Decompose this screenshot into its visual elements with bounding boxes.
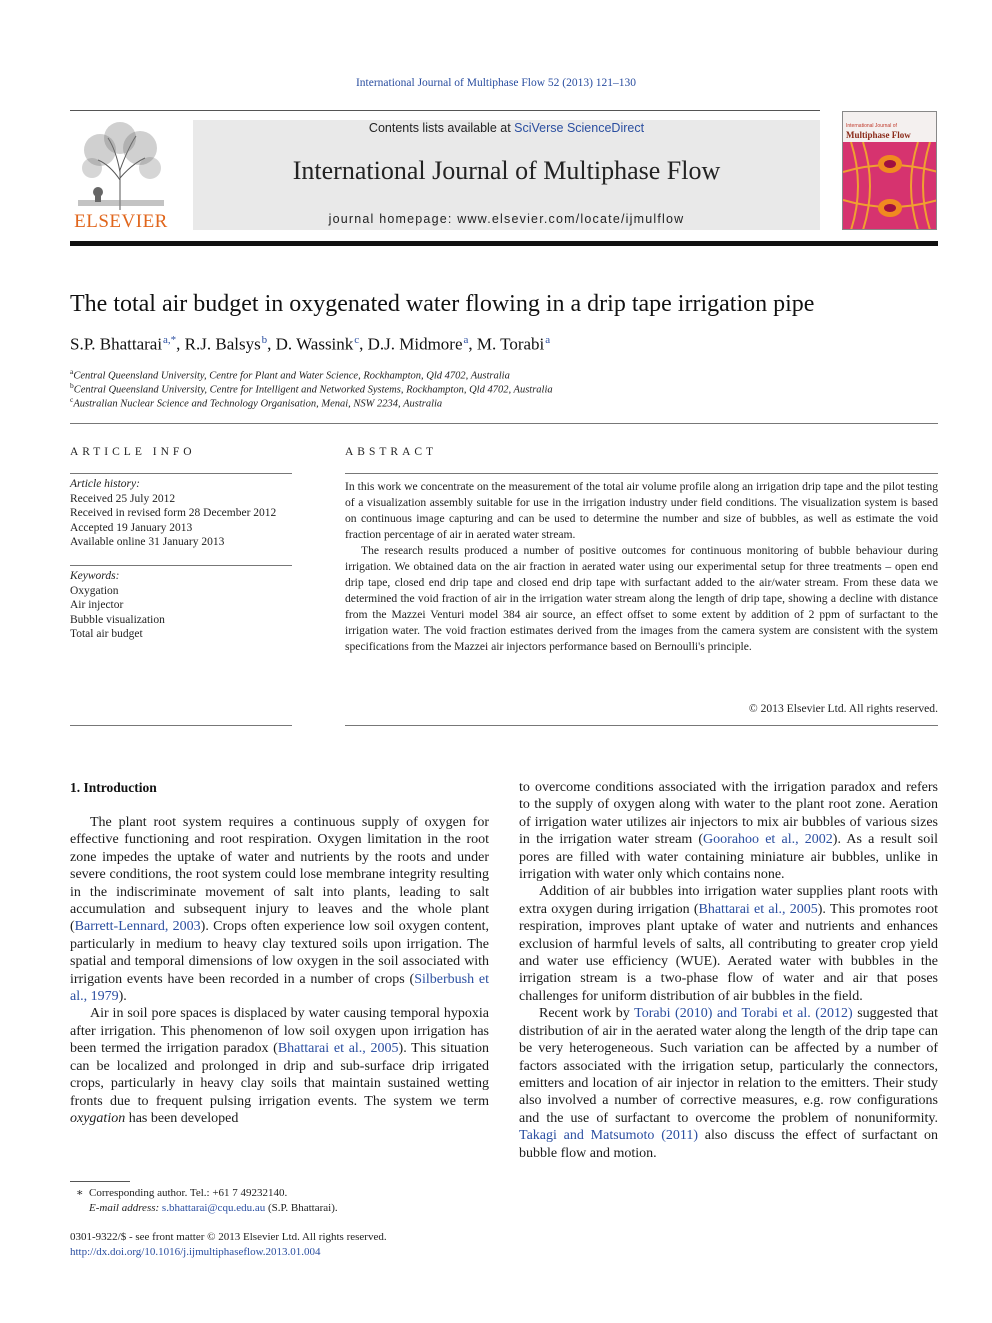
info-rule [70,565,292,566]
author-name[interactable]: M. Torabi [476,334,545,354]
footnote-rule [70,1181,130,1182]
section-divider [70,423,938,424]
header-rule [70,110,820,111]
citation-link[interactable]: Torabi (2010) and Torabi et al. (2012) [634,1006,853,1022]
sciencedirect-link[interactable]: SciVerse ScienceDirect [514,121,645,135]
keywords-label: Keywords: [70,570,120,582]
citation-link[interactable]: Barrett-Lennard, 2003 [74,919,201,935]
journal-citation[interactable]: International Journal of Multiphase Flow 52 (2013) 121–130 [355,77,637,89]
author-list: S.P. Bhattarai $^{a,*}$, R.J. Balsys $^b$, D. Wassink $^c$, D.J. Midmore $^a$, M. Torabi $^a$ [70,334,551,354]
citation-link[interactable]: Bhattarai et al., 2005 [277,1041,399,1057]
author-affil-mark[interactable]: a [463,334,469,346]
affiliation: $^a$Central Queensland University, Centre for Plant and Water Science, Rockhampton, Qld 4702, Australia [70,367,510,382]
info-rule [70,473,292,474]
author-affil-mark[interactable]: a [545,334,551,346]
cover-subtitle: International Journal of [846,123,897,129]
body-paragraph: Addition of air bubbles into irrigation water supplies plant roots with extra oxygen during irrigation (Bhattarai et al., 2005). This promotes root respiration, improves plant uptake of water and nutrients and enhances exclusion of harmful levels of salts, all contributing to greater crop yield and water use efficiency (WUE). Aerated water with bubbles in the irrigation stream is a two-phase flow of water and air that poses challenges for uniform distribution of air bubbles in the field. [519,884,938,1004]
journal-name: International Journal of Multiphase Flow [292,156,721,185]
affiliation: $^b$Central Queensland University, Centre for Intelligent and Networked Systems, Rockhampton, Qld 4702, Australia [70,381,553,396]
citation-link[interactable]: Bhattarai et al., 2005 [698,901,818,917]
author-affil-mark[interactable]: b [261,334,268,346]
citation-link[interactable]: Takagi and Matsumoto (2011) [519,1128,699,1144]
intro-column-right [519,779,938,1162]
front-matter-note: 0301-9322/$ - see front matter © 2013 Elsevier Ltd. All rights reserved. http://dx.doi.org/10.1016/j.ijmultiphaseflow.2013.01.004 [70,1231,387,1258]
author-name[interactable]: R.J. Balsys [184,334,261,354]
journal-homepage [193,212,820,226]
body-paragraph: to overcome conditions associated with the irrigation paradox and refers to the supply of oxygen along with water to the plant root zone. Aeration of irrigation water utilizes air injectors to mix air bubbles of various sizes in the irrigation water stream (Goorahoo et al., 2002). As a result soil pores are filled with water containing miniature air bubbles, unlike in irrigation with water only which contains none. [519,780,938,883]
abstract-body [345,479,938,655]
author-name[interactable]: D. Wassink [275,334,354,354]
keyword: Total air budget [70,628,143,641]
article-history: Article history: Received 25 July 2012 Received in revised form 28 December 2012 Accepted 19 January 2013 Available online 31 January 2013 [70,478,277,549]
article-info-heading: ARTICLE INFO [70,446,196,458]
author-name[interactable]: S.P. Bhattarai [70,334,163,354]
contents-prefix: Contents lists available at [368,121,515,135]
author-affil-mark[interactable]: c [354,334,360,346]
cover-title: Multiphase Flow [846,130,911,140]
article-title: The total air budget in oxygenated water flowing in a drip tape irrigation pipe [70,291,815,317]
keyword: Oxygation [70,584,119,597]
email-link[interactable]: s.bhattarai@cqu.edu.au [161,1201,266,1214]
intro-column-left [70,814,489,1127]
section-heading-introduction: 1. Introduction [70,780,157,795]
corresponding-author-note: ∗ Corresponding author. Tel.: +61 7 49232140. E-mail address: s.bhattarai@cqu.edu.au (S.P. Bhattarai). [76,1187,338,1214]
info-rule [70,725,292,726]
keywords-list [70,569,295,642]
author-affil-mark[interactable]: a,* [163,334,177,346]
abstract-rule [345,725,938,726]
contents-line [193,121,820,135]
header-thick-rule [70,241,938,246]
elsevier-wordmark: ELSEVIER [74,211,168,232]
body-paragraph: Recent work by Torabi (2010) and Torabi et al. (2012) suggested that distribution of air in the aerated water along the length of the drip tape can be very heterogeneous. Such variation can be affected by a number of factors associated with the irrigation setup, particularly the connectors, emitters and location of air injector in relation to the emitters. Their study also involved a number of corrective measures, e.g. row configurations and the use of surfactant to overcome the problem of nonuniformity. Takagi and Matsumoto (2011) also discuss the effect of surfactant on bubble flow and motion. [519,1006,938,1161]
history-label: Article history: [70,478,140,490]
author-name[interactable]: D.J. Midmore [367,334,463,354]
body-paragraph: Air in soil pore spaces is displaced by water causing temporal hypoxia after irrigation. This phenomenon of low soil oxygen upon irrigation has been termed the irrigation paradox (Bhattarai et al., 2005). This situation can be localized and prolonged in drip and sub-surface drip irrigated crops, particularly in heavy clay soils that maintain sustained wetting fronts due to frequent pulsing irrigation events. The system we term oxygation has been developed [70,1006,489,1126]
body-paragraph: The plant root system requires a continuous supply of oxygen for effective functioning and root respiration. Oxygen limitation in the root zone impedes the uptake of water and nutrients by the roots and under severe conditions, the root system could lose membrane integrity resulting in the indiscriminate movement of salt into plants, leading to salt accumulation and subsequent injury to leaves and the whole plant (Barrett-Lennard, 2003). Crops often experience low soil oxygen content, particularly in medium to heavy clay textured soils upon irrigation. The spatial and temporal dimensions of low oxygen in the soil associated with irrigation events have been recorded in a number of crops (Silberbush et al., 1979). [70,815,489,1005]
journal-cover-thumbnail[interactable] [842,111,937,230]
copyright-line: © 2013 Elsevier Ltd. All rights reserved. [748,702,938,715]
citation-link[interactable]: Goorahoo et al., 2002 [703,832,833,848]
keyword: Bubble visualization [70,613,165,626]
citation-link[interactable]: Silberbush et al., 1979 [70,971,489,1005]
abstract-paragraph: In this work we concentrate on the measurement of the total air volume profile along an irrigation drip tape and the pilot testing of a visualization assembly suitable for use in the irrigation industry under field conditions. The visualization system is based on continuous image capturing and can be used to determine the number and size of bubbles, as well as estimate the void fraction percentage of air in aerated water stream. [345,480,938,541]
abstract-paragraph: The research results produced a number of positive outcomes for continuous monitoring of bubble behaviour during irrigation. We obtained data on the air fraction in aerated water using our experimental setup for three treatments – open end drip tape, closed end drip tape and closed end drip tape with surfactant added to the air/water stream. From these data we determined the void fraction of air in the irrigation water stream along the length of drip tape, showing a decline with distance from the Mazzei Venturi model 384 air source, an effect offset to some extent by addition of 2 ppm of surfactant to the irrigation water. The void fraction estimates derived from the images from the camera system are consistent with the system specifications from the Mazzei air injectors performance based on Bernoulli's principle. [345,544,938,653]
keyword: Air injector [70,599,124,612]
affiliation: $^c$Australian Nuclear Science and Technology Organisation, Menai, NSW 2234, Australia [70,395,443,410]
homepage-prefix: journal homepage: [328,212,458,226]
cover-artwork [843,142,937,230]
homepage-url-link[interactable]: www.elsevier.com/locate/ijmulflow [457,212,685,226]
doi-link[interactable]: http://dx.doi.org/10.1016/j.ijmultiphaseflow.2013.01.004 [70,1245,321,1258]
abstract-rule [345,473,938,474]
abstract-heading: ABSTRACT [345,446,438,458]
